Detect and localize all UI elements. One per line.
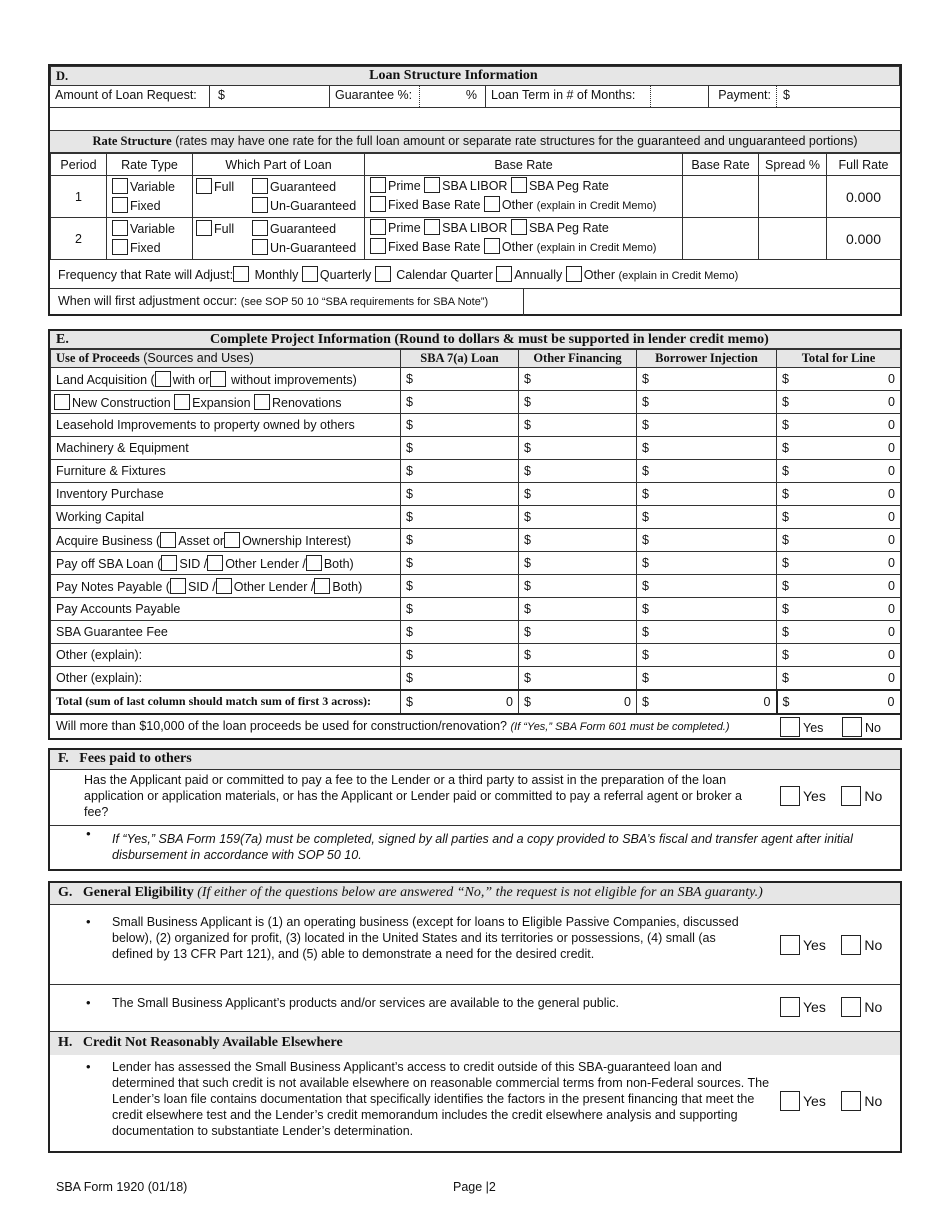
first-adjust-note: (see SOP 50 10 “SBA requirements for SBA Note”) [240,296,489,308]
amount-cell[interactable]: $ [401,552,519,575]
total-cell: $ 0 [777,644,901,667]
checkbox[interactable] [314,578,330,594]
amount-cell[interactable]: $ [519,414,637,437]
checkbox[interactable] [424,219,440,235]
acq-b: Asset or [178,534,225,548]
amount-cell[interactable]: $ [519,506,637,529]
col-sba: SBA 7(a) Loan [401,350,519,368]
section-g-letter: G. [58,885,73,900]
first-adjust-field[interactable] [524,289,900,316]
total-cell: $ 0 [777,667,901,690]
no-checkbox[interactable] [841,935,861,955]
section-e-title: Complete Project Information (Round to dollars & must be supported in lender credit memo) [210,332,769,347]
notes-a: Pay Notes Payable ( [56,580,170,594]
no-checkbox[interactable] [841,997,861,1017]
use-sub: (Sources and Uses) [143,351,254,365]
checkbox[interactable] [224,532,240,548]
proceeds-row [51,621,901,644]
checkbox[interactable] [112,197,128,213]
freq-calendar-quarter: Calendar Quarter [396,268,493,282]
section-f-header [50,750,900,770]
amount-cell[interactable]: $ [519,437,637,460]
amount-cell[interactable]: $ [401,644,519,667]
total-cell: $ 0 [777,598,901,621]
checkbox[interactable] [233,266,249,282]
checkbox[interactable] [306,555,322,571]
amount-cell[interactable]: $ [637,575,777,598]
section-d-letter: D. [51,67,163,86]
explain-note: (explain in Credit Memo) [536,200,657,212]
amount-cell[interactable]: $ [519,644,637,667]
amount-cell[interactable]: $ [401,575,519,598]
no-label: No [864,1093,883,1109]
section-e-letter: E. [56,332,69,347]
checkbox[interactable] [112,178,128,194]
total-sba: $ 0 [401,690,519,714]
checkbox[interactable] [511,177,527,193]
no-label: No [864,937,883,953]
amount-label: Amount of Loan Request: [50,86,210,107]
opt-guaranteed: Guaranteed [270,179,337,194]
checkbox[interactable] [161,555,177,571]
checkbox[interactable] [370,177,386,193]
freq-monthly: Monthly [254,268,299,282]
rate-structure-row [50,131,900,153]
amount-cell[interactable]: $ [401,483,519,506]
amount-cell[interactable]: $ [637,368,777,391]
checkbox[interactable] [155,371,171,387]
amount-cell[interactable]: $ [519,529,637,552]
proceeds-row [51,368,901,391]
total-row [51,690,901,714]
checkbox[interactable] [54,394,70,410]
freq-quarterly: Quarterly [319,268,372,282]
opt-peg: SBA Peg Rate [528,221,609,235]
amount-cell[interactable]: $ [519,460,637,483]
amount-cell[interactable]: $ [519,391,637,414]
opt-fixed: Fixed [130,198,161,213]
no-label: No [864,999,883,1015]
land-b: with or [172,373,210,387]
no-label: No [864,788,883,804]
fee-question-row [50,770,900,826]
guarantee-label: Guarantee %: [330,86,420,107]
amount-cell[interactable]: $ [519,368,637,391]
header-period: Period [51,154,107,176]
acq-c: Ownership Interest) [242,534,352,548]
amount-cell[interactable]: $ [637,414,777,437]
payoff-a: Pay off SBA Loan ( [56,557,162,571]
opt-prime: Prime [388,179,421,193]
rate-structure-bold: Rate Structure [92,134,172,148]
checkbox[interactable] [196,220,212,236]
section-e [48,329,902,740]
term-label: Loan Term in # of Months: [486,86,651,107]
opt-full: Full [214,179,235,194]
total-cell: $ 0 [777,391,901,414]
proceeds-row [51,529,901,552]
checkbox[interactable] [375,266,391,282]
no-checkbox[interactable] [841,1091,861,1111]
other-lender: Other Lender / [225,557,306,571]
construction-row [50,715,900,739]
section-h-title: Credit Not Reasonably Available Elsewhere [82,1035,343,1050]
checkbox[interactable] [112,220,128,236]
header-base-rate: Base Rate [365,154,683,176]
total-cell: $ 0 [777,552,901,575]
payment-field[interactable] [777,86,900,107]
total-cell: $ 0 [777,368,901,391]
opt-full: Full [214,221,235,236]
amount-cell[interactable]: $ [401,621,519,644]
checkbox[interactable] [196,178,212,194]
row-label: Pay Accounts Payable [51,598,401,621]
checkbox[interactable] [252,197,268,213]
both: Both) [323,557,354,571]
opt-peg: SBA Peg Rate [528,179,609,193]
checkbox[interactable] [254,394,270,410]
amount-cell[interactable]: $ [637,460,777,483]
checkbox[interactable] [370,219,386,235]
opt-libor: SBA LIBOR [442,179,508,193]
amount-cell[interactable]: $ [401,667,519,690]
proceeds-row [51,414,901,437]
section-e-header [50,331,900,349]
opt-libor: SBA LIBOR [442,221,508,235]
opt-fixed: Fixed [130,240,161,255]
header-rate-type: Rate Type [107,154,193,176]
land-c: without improvements) [231,373,357,387]
header-spread: Spread % [759,154,827,176]
row-label: Working Capital [51,506,401,529]
amount-cell[interactable]: $ [401,460,519,483]
proceeds-row [51,437,901,460]
checkbox[interactable] [424,177,440,193]
amount-cell[interactable]: $ [637,483,777,506]
checkbox[interactable] [252,178,268,194]
acq-a: Acquire Business ( [56,534,161,548]
period-number: 1 [51,176,107,218]
spread-field[interactable] [759,176,827,218]
period-row-2 [51,218,901,260]
no-label: No [865,720,881,735]
amount-cell[interactable]: $ [519,667,637,690]
total-cell: $ 0 [777,414,901,437]
checkbox[interactable] [496,266,512,282]
amount-cell[interactable]: $ [637,644,777,667]
amount-cell[interactable]: $ [637,391,777,414]
yes-label: Yes [803,1093,826,1109]
checkbox[interactable] [566,266,582,282]
opt-guaranteed: Guaranteed [270,221,337,236]
amount-cell[interactable]: $ [637,529,777,552]
amount-cell[interactable]: $ [401,506,519,529]
eligibility-q1: Small Business Applicant is (1) an operating business (except for loans to Eligible Passive Companies, discussed below), (2) organized for profit, (3) located in the United States and its territories or possessions, (4) small (as defined by 13 CFR Part 121), and (5) able to demonstrate a need for the desired credit. [112,915,739,961]
section-g-note: (If either of the questions below are answered “No,” the request is not eligible for an SBA guaranty.) [197,885,763,900]
construction-note: (If “Yes,” SBA Form 601 must be completed.) [510,720,730,733]
amount-cell[interactable]: $ [401,598,519,621]
full-rate: 0.000 [827,176,901,218]
amount-cell[interactable]: $ [401,391,519,414]
total-cell: $ 0 [777,621,901,644]
section-f [48,748,902,871]
total-cell: $ 0 [777,437,901,460]
explain-note: (explain in Credit Memo) [618,270,739,282]
section-f-title: Fees paid to others [79,751,192,766]
row-label: Other (explain): [51,667,401,690]
yes-label: Yes [803,720,824,735]
row-label: Furniture & Fixtures [51,460,401,483]
section-d-title: Loan Structure Information [163,67,900,86]
amount-cell[interactable]: $ [519,575,637,598]
amount-cell[interactable]: $ [637,621,777,644]
full-rate: 0.000 [827,218,901,260]
opt-unguaranteed: Un-Guaranteed [270,240,357,255]
yes-label: Yes [803,788,826,804]
yes-label: Yes [803,937,826,953]
sid: SID / [179,557,208,571]
opt-variable: Variable [130,221,175,236]
amount-dollar: $ [218,88,225,102]
checkbox[interactable] [370,196,386,212]
term-field[interactable] [651,86,709,107]
checkbox[interactable] [210,371,226,387]
yes-checkbox[interactable] [780,1091,800,1111]
credit-elsewhere-row [50,1055,900,1149]
proceeds-row [51,506,901,529]
base-rate-field[interactable] [683,218,759,260]
yes-checkbox[interactable] [780,935,800,955]
proceeds-row [51,460,901,483]
renovations: Renovations [272,396,342,410]
checkbox[interactable] [484,238,500,254]
payment-dollar: $ [783,88,790,102]
frequency-row [50,260,900,289]
col-borrower: Borrower Injection [637,350,777,368]
row-label: Machinery & Equipment [51,437,401,460]
sid: SID / [187,580,216,594]
checkbox[interactable] [484,196,500,212]
section-g-header [50,883,900,905]
new-construction: New Construction [72,396,171,410]
total-borrower: $ 0 [637,690,777,714]
rate-structure-rest: (rates may have one rate for the full loan amount or separate rate structures for the guaranteed and unguaranteed portions) [175,134,858,148]
proceeds-row [51,552,901,575]
checkbox[interactable] [216,578,232,594]
yes-label: Yes [803,999,826,1015]
section-g-title: General Eligibility [82,885,194,900]
freq-other: Other [583,268,615,282]
amount-cell[interactable]: $ [401,414,519,437]
no-checkbox[interactable] [842,717,862,737]
checkbox[interactable] [252,220,268,236]
row-label: Other (explain): [51,644,401,667]
row-label: Leasehold Improvements to property owned by others [51,414,401,437]
first-adjust-label: When will first adjustment occur: [58,294,238,308]
proceeds-row [51,483,901,506]
header-full-rate: Full Rate [827,154,901,176]
yes-checkbox[interactable] [780,997,800,1017]
yes-checkbox[interactable] [780,717,800,737]
both: Both) [332,580,363,594]
proceeds-row [51,667,901,690]
total-line: $ 0 [777,690,901,714]
amount-cell[interactable]: $ [401,437,519,460]
opt-unguaranteed: Un-Guaranteed [270,198,357,213]
land-a: Land Acquisition ( [56,373,155,387]
checkbox[interactable] [302,266,318,282]
first-adjust-row [50,289,900,316]
amount-cell[interactable]: $ [519,598,637,621]
amount-cell[interactable]: $ [637,552,777,575]
section-f-letter: F. [58,751,69,766]
opt-prime: Prime [388,221,421,235]
total-cell: $ 0 [777,529,901,552]
fee-question: Has the Applicant paid or committed to pay a fee to the Lender or a third party to assist in the preparation of the loan application or application materials, or has the Applicant or Lender paid or committed to pay a referral agent or broker a fee? [84,773,743,819]
credit-elsewhere-text: Lender has assessed the Small Business Applicant’s access to credit outside of this SBA-guaranteed loan and determined that such credit is not available elsewhere on reasonable commercial terms from non-Federal sources. The Lender’s loan file contains documentation that specifically identifies the factors in the present financing that meet the credit elsewhere test and the Lender’s credit memorandum includes the credit elsewhere analysis and supporting documentation to substantiate Lender’s determination. [112,1060,770,1138]
col-other: Other Financing [519,350,637,368]
total-cell: $ 0 [777,575,901,598]
base-rate-field[interactable] [683,176,759,218]
checkbox[interactable] [252,239,268,255]
checkbox[interactable] [370,238,386,254]
amount-cell[interactable]: $ [637,506,777,529]
yes-checkbox[interactable] [780,786,800,806]
section-d [48,64,902,316]
fee-note-text: If “Yes,” SBA Form 159(7a) must be completed, signed by all parties and a copy provided to SBA’s fiscal and transfer agent after initial disbursement in accordance with SOP 50 10. [112,832,853,862]
amount-cell[interactable]: $ [637,598,777,621]
total-cell: $ 0 [777,483,901,506]
opt-other: Other [501,240,534,254]
total-other: $ 0 [519,690,637,714]
opt-variable: Variable [130,179,175,194]
header-base-rate-2: Base Rate [683,154,759,176]
row-label: SBA Guarantee Fee [51,621,401,644]
eligibility-q2-row [50,985,900,1031]
construction-question: Will more than $10,000 of the loan proceeds be used for construction/renovation? [56,718,507,733]
total-cell: $ 0 [777,460,901,483]
checkbox[interactable] [170,578,186,594]
opt-other: Other [501,198,534,212]
section-g-h [48,881,902,1153]
fee-note [50,826,900,863]
amount-cell[interactable]: $ [401,529,519,552]
amount-cell[interactable]: $ [637,667,777,690]
opt-fixed-base: Fixed Base Rate [388,240,481,254]
guarantee-percent: % [465,88,477,102]
other-lender: Other Lender / [233,580,315,594]
checkbox[interactable] [174,394,190,410]
col-total: Total for Line [777,350,901,368]
amount-cell[interactable]: $ [401,368,519,391]
proceeds-row [51,575,901,598]
section-h-header [50,1031,900,1055]
blank-row [50,108,900,131]
header-which-part: Which Part of Loan [193,154,365,176]
amount-cell[interactable]: $ [519,552,637,575]
use-label: Use of Proceeds [56,351,140,365]
total-cell: $ 0 [777,506,901,529]
explain-note: (explain in Credit Memo) [536,242,657,254]
amount-cell[interactable]: $ [519,483,637,506]
section-h-letter: H. [58,1035,73,1050]
freq-annually: Annually [514,268,563,282]
period-number: 2 [51,218,107,260]
amount-cell[interactable]: $ [637,437,777,460]
checkbox[interactable] [511,219,527,235]
row-label: Inventory Purchase [51,483,401,506]
total-label: Total (sum of last column should match sum of first 3 across): [51,690,401,714]
expansion: Expansion [192,396,251,410]
no-checkbox[interactable] [841,786,861,806]
proceeds-row [51,391,901,414]
eligibility-q2: The Small Business Applicant’s products and/or services are available to the general public. [112,996,619,1010]
spread-field[interactable] [759,218,827,260]
opt-fixed-base: Fixed Base Rate [388,198,481,212]
payment-label: Payment: [709,86,777,107]
checkbox[interactable] [160,532,176,548]
proceeds-row [51,644,901,667]
eligibility-q1-row [50,905,900,985]
amount-field[interactable] [210,86,330,107]
guarantee-field[interactable] [420,86,486,107]
footer-page: Page |2 [453,1180,496,1194]
proceeds-row [51,598,901,621]
period-row-1 [51,176,901,218]
frequency-label: Frequency that Rate will Adjust: [58,268,234,282]
footer-form: SBA Form 1920 (01/18) [56,1180,188,1194]
checkbox[interactable] [112,239,128,255]
checkbox[interactable] [207,555,223,571]
amount-cell[interactable]: $ [519,621,637,644]
